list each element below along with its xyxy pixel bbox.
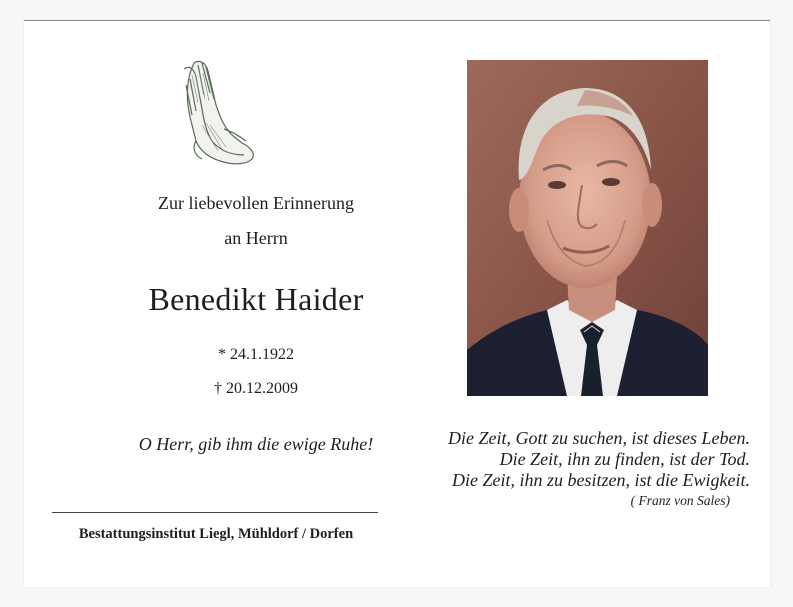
quote-block bbox=[420, 428, 750, 491]
portrait-photo bbox=[467, 60, 708, 396]
deceased-name: Benedikt Haider bbox=[148, 281, 364, 317]
quote-author: ( Franz von Sales) bbox=[630, 493, 730, 508]
quote-line: Die Zeit, ihn zu finden, ist der Tod. bbox=[499, 449, 750, 469]
prayer-text: O Herr, gib ihm die ewige Ruhe! bbox=[138, 434, 374, 454]
salutation-text: an Herrn bbox=[224, 228, 288, 248]
divider bbox=[52, 512, 378, 513]
quote-line: Die Zeit, Gott zu suchen, ist dieses Leben. bbox=[448, 428, 750, 448]
quote-line: Die Zeit, ihn zu besitzen, ist die Ewigkeit. bbox=[452, 470, 750, 490]
intro-text: Zur liebevollen Erinnerung bbox=[158, 193, 354, 213]
birth-date: * 24.1.1922 bbox=[218, 346, 294, 363]
praying-hands-icon bbox=[172, 55, 262, 170]
funeral-home-text: Bestattungsinstitut Liegl, Mühldorf / Dorfen bbox=[78, 526, 354, 542]
death-date: † 20.12.2009 bbox=[214, 380, 298, 397]
